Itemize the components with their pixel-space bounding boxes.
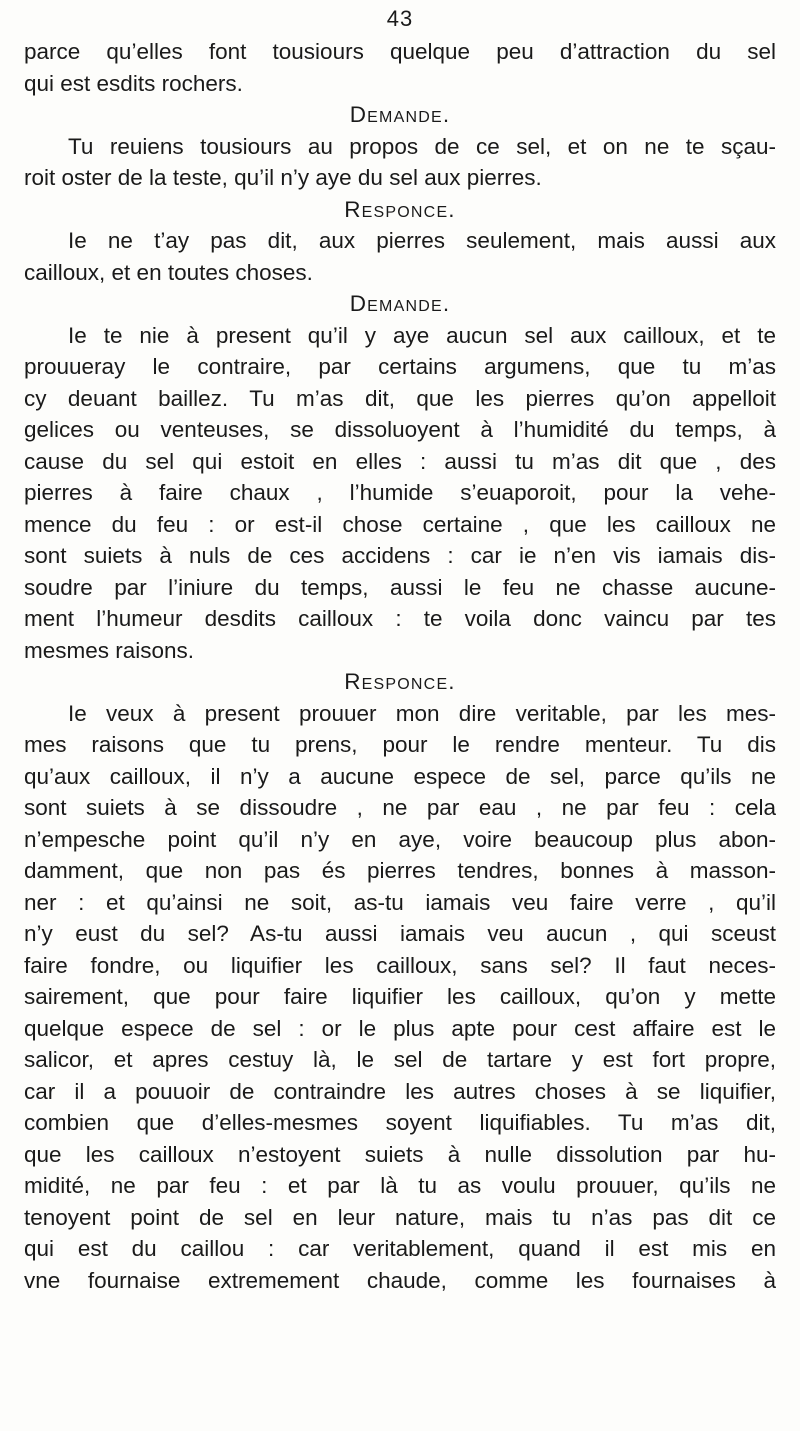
text-line: qui est du caillou : car veritablement, quand il est mis en: [24, 1236, 776, 1261]
paragraph-first-line: Tu reuiens tousiours au propos de ce sel, et on ne te sçau-: [68, 133, 776, 159]
text-line: prouueray le contraire, par certains argumens, que tu m’as: [24, 354, 776, 379]
section-heading: Demande.: [349, 291, 451, 316]
text-line: cause du sel qui estoit en elles : aussi tu m’as dit que , des: [24, 448, 776, 474]
text-line: salicor, et apres cestuy là, le sel de tartare y est fort propre,: [24, 1047, 776, 1072]
text-line: mesmes raisons.: [24, 637, 195, 663]
paragraph-first-line: Ie ne t’ay pas dit, aux pierres seulement, mais aussi aux: [68, 228, 776, 253]
paragraph-first-line: Ie veux à present prouuer mon dire veritable, par les mes-: [68, 700, 776, 726]
text-line: tenoyent point de sel en leur nature, mais tu n’as pas dit ce: [24, 1204, 776, 1230]
body-text: [24, 36, 776, 1296]
section-heading: Responce.: [344, 669, 456, 694]
text-line: cailloux, et en toutes choses.: [24, 259, 313, 285]
text-line: n’empesche point qu’il n’y en aye, voire beaucoup plus abon-: [24, 826, 776, 852]
text-line: sont suiets à se dissoudre , ne par eau , ne par feu : cela: [24, 795, 776, 820]
section-heading: Demande.: [349, 102, 451, 127]
paragraph-first-line: Ie te nie à present qu’il y aye aucun sel aux cailloux, et te: [68, 322, 776, 348]
text-line: faire fondre, ou liquifier les cailloux, sans sel? Il faut neces-: [24, 952, 776, 978]
text-line: midité, ne par feu : et par là tu as voulu prouuer, qu’ils ne: [24, 1173, 776, 1198]
text-line: gelices ou venteuses, se dissoluoyent à l’humidité du temps, à: [24, 417, 776, 442]
text-line: quelque espece de sel : or le plus apte pour cest affaire est le: [24, 1015, 776, 1041]
text-line: mes raisons que tu prens, pour le rendre menteur. Tu dis: [24, 732, 776, 757]
text-line: mence du feu : or est-il chose certaine , que les cailloux ne: [24, 511, 776, 537]
text-line: pierres à faire chaux , l’humide s’euaporoit, pour la vehe-: [24, 480, 776, 505]
page-number: 43: [386, 6, 414, 31]
text-line: sont suiets à nuls de ces accidens : car ie n’en vis iamais dis-: [24, 543, 776, 568]
text-line: vne fournaise extremement chaude, comme les fournaises à: [24, 1267, 776, 1293]
text-line: ner : et qu’ainsi ne soit, as-tu iamais veu faire verre , qu’il: [24, 889, 776, 915]
text-line: ment l’humeur desdits cailloux : te voila donc vaincu par tes: [24, 606, 776, 631]
text-line: combien que d’elles-mesmes soyent liquifiables. Tu m’as dit,: [24, 1110, 776, 1135]
text-line: damment, que non pas és pierres tendres, bonnes à masson-: [24, 858, 776, 883]
text-line: car il a pouuoir de contraindre les autres choses à se liquifier,: [24, 1078, 776, 1104]
text-line: n’y eust du sel? As-tu aussi iamais veu aucun , qui sceust: [24, 921, 776, 946]
section-heading: Responce.: [344, 196, 456, 222]
text-line: qui est esdits rochers.: [24, 70, 243, 96]
text-line: roit oster de la teste, qu’il n’y aye du sel aux pierres.: [24, 165, 542, 190]
text-line: cy deuant baillez. Tu m’as dit, que les pierres qu’on appelloit: [24, 385, 776, 411]
text-line: soudre par l’iniure du temps, aussi le feu ne chasse aucune-: [24, 574, 776, 600]
text-line: parce qu’elles font tousiours quelque peu d’attraction du sel: [24, 39, 776, 64]
text-line: sairement, que pour faire liquifier les cailloux, qu’on y mette: [24, 984, 776, 1009]
text-line: qu’aux cailloux, il n’y a aucune espece de sel, parce qu’ils ne: [24, 763, 776, 789]
text-line: que les cailloux n’estoyent suiets à nulle dissolution par hu-: [24, 1141, 776, 1167]
